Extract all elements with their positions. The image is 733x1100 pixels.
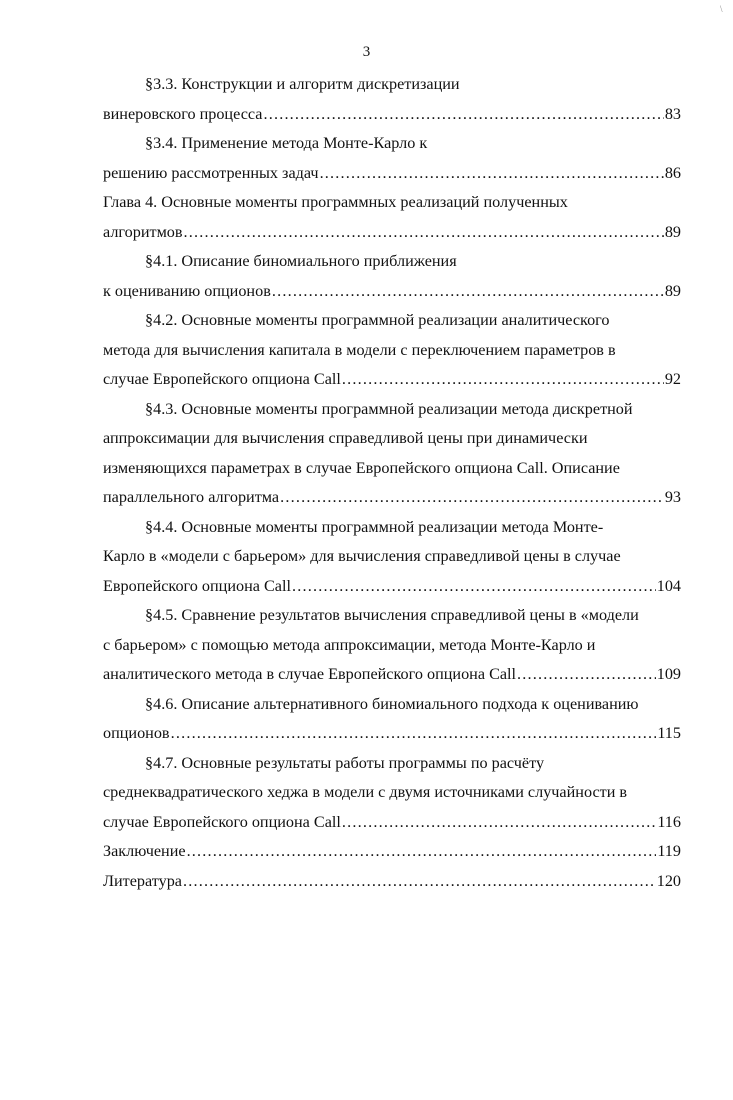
toc-entry-last-line <box>103 660 681 690</box>
toc-entry-text: аппроксимации для вычисления справедливой цены при динамически <box>103 429 588 447</box>
toc-entry-text: Глава 4. Основные моменты программных реализаций полученных <box>103 193 568 211</box>
toc-page-number: 92 <box>664 370 681 388</box>
toc-entry-last-line <box>103 100 681 130</box>
toc-entry-last-line <box>103 218 681 248</box>
toc-entry[interactable] <box>103 601 681 690</box>
toc-entry-text: §4.5. Сравнение результатов вычисления справедливой цены в «модели <box>145 606 639 624</box>
toc-entry-last-line <box>103 719 681 749</box>
toc-entry-text: среднеквадратического хеджа в модели с двумя источниками случайности в <box>103 783 628 801</box>
toc-entry[interactable] <box>103 306 681 395</box>
toc-page-number: 93 <box>664 488 681 506</box>
dot-leader <box>292 572 656 602</box>
dot-leader <box>184 218 664 248</box>
toc-entry-text: случае Европейского опциона Call <box>103 370 341 388</box>
toc-page-number: 83 <box>664 104 681 123</box>
toc-entry-text: метода для вычисления капитала в модели с переключением параметров в <box>103 340 616 359</box>
toc-entry-text: опционов <box>103 724 170 742</box>
toc-entry-text: к оцениванию опционов <box>103 281 271 300</box>
toc-entry-text: §4.1. Описание биномиального приближения <box>145 252 457 270</box>
toc-entry-text: Заключение <box>103 842 186 860</box>
toc-entry-last-line <box>103 159 681 189</box>
toc-entry[interactable] <box>103 513 681 602</box>
dot-leader <box>280 483 664 513</box>
toc-entry-text: §4.6. Описание альтернативного биномиального подхода к оцениванию <box>145 694 639 713</box>
toc-entry-text: §4.2. Основные моменты программной реализации аналитического <box>145 311 610 329</box>
dot-leader <box>171 719 657 749</box>
toc-entry[interactable] <box>103 395 681 513</box>
toc-entry-text: алгоритмов <box>103 222 183 241</box>
toc-entry[interactable] <box>103 867 681 897</box>
toc-page-number: 120 <box>656 871 681 890</box>
toc-entry-text: §4.3. Основные моменты программной реализации метода дискретной <box>145 399 633 418</box>
toc-entry-last-line <box>103 808 681 838</box>
dot-leader <box>320 159 664 189</box>
toc-entry[interactable] <box>103 188 681 247</box>
toc-entry-text: §3.3. Конструкции и алгоритм дискретизации <box>145 75 460 93</box>
toc-page-number: 115 <box>657 724 681 742</box>
toc-entry-text: Европейского опциона Call <box>103 576 291 595</box>
dot-leader <box>342 365 664 395</box>
toc-entry-text: параллельного алгоритма <box>103 488 280 506</box>
toc-entry-text: изменяющихся параметрах в случае Европейского опциона Call. Описание <box>103 458 620 477</box>
toc-entry[interactable] <box>103 690 681 749</box>
toc-entry-text: §4.7. Основные результаты работы программы по расчёту <box>145 753 545 772</box>
toc-entry-text: §3.4. Применение метода Монте-Карло к <box>145 134 428 152</box>
dot-leader <box>517 660 656 690</box>
toc-entry-text: Карло в «модели с барьером» для вычисления справедливой цены в случае <box>103 547 621 565</box>
toc-entry-text: §4.4. Основные моменты программной реализации метода Монте- <box>145 517 604 536</box>
page-number: 3 <box>362 44 371 60</box>
toc-entry[interactable] <box>103 247 681 306</box>
dot-leader <box>342 808 656 838</box>
toc-page-number: 109 <box>656 665 681 683</box>
toc-page-number: 116 <box>657 812 681 831</box>
scan-mark: \ <box>720 4 723 14</box>
toc-page-number: 86 <box>664 163 681 182</box>
toc-entry[interactable] <box>103 129 681 188</box>
toc-entry[interactable] <box>103 70 681 129</box>
table-of-contents <box>103 70 681 896</box>
toc-entry-text: Литература <box>103 871 182 890</box>
dot-leader <box>187 837 657 867</box>
toc-page-number: 89 <box>664 281 681 300</box>
toc-entry-text: решению рассмотренных задач <box>103 163 319 182</box>
toc-entry-last-line <box>103 572 681 602</box>
toc-entry-text: с барьером» с помощью метода аппроксимации, метода Монте-Карло и <box>103 635 596 654</box>
toc-page-number: 119 <box>657 842 681 860</box>
toc-page-number: 104 <box>656 576 681 595</box>
dot-leader <box>272 277 664 307</box>
toc-entry[interactable] <box>103 837 681 867</box>
toc-page-number: 89 <box>664 222 681 241</box>
toc-entry-last-line <box>103 867 681 897</box>
toc-entry-last-line <box>103 837 681 867</box>
toc-entry-text: случае Европейского опциона Call <box>103 812 341 831</box>
toc-entry[interactable] <box>103 749 681 838</box>
toc-entry-last-line <box>103 365 681 395</box>
dot-leader <box>183 867 656 897</box>
toc-entry-text: аналитического метода в случае Европейского опциона Call <box>103 665 517 683</box>
dot-leader <box>263 100 663 130</box>
toc-entry-last-line <box>103 277 681 307</box>
toc-entry-last-line <box>103 483 681 513</box>
toc-entry-text: винеровского процесса <box>103 104 263 123</box>
